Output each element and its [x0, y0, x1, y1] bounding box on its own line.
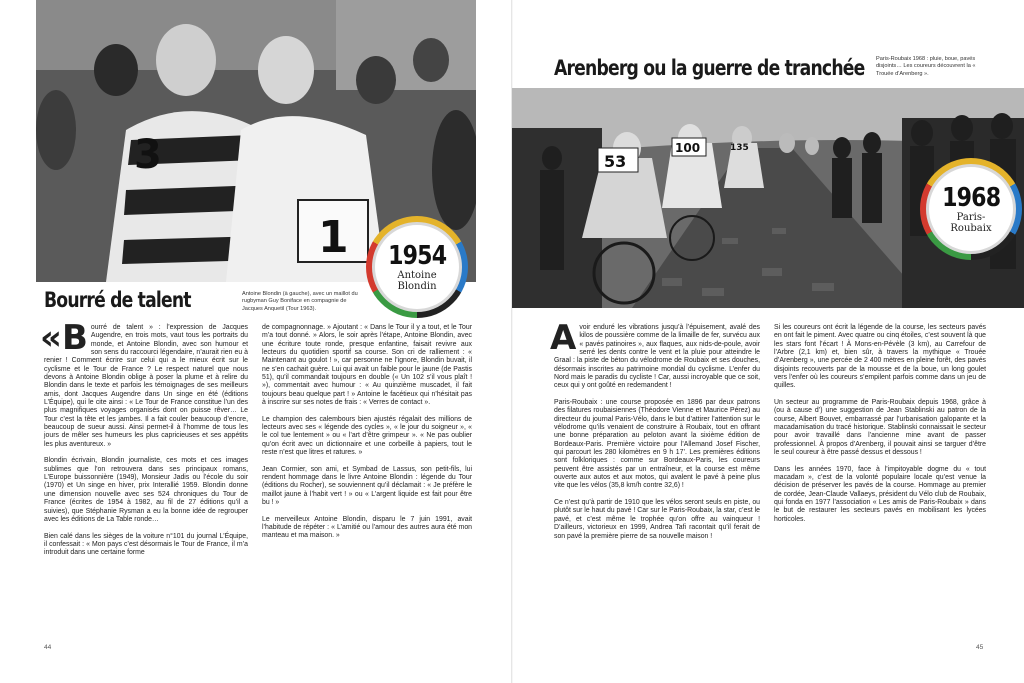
svg-text:3: 3 — [134, 132, 162, 178]
rider-number: 100 — [675, 141, 701, 155]
paragraph: Jean Cormier, son ami, et Symbad de Lassus, son petit-fils, lui rendent hommage dans le livre Antoine Blondin : légende du Tour (éditions du Rocher), se souviennent qu’il déclamait : « Je préfère le maillot jaune à l’habit vert ! » ou « L’argent liquide est fait pour être bu ! » — [262, 465, 472, 507]
badge-year: 1954 — [387, 241, 447, 271]
year-badge-1954 — [366, 216, 468, 318]
article-title-right: Arenberg ou la guerre de tranchée — [554, 56, 865, 80]
paragraph: ourré de talent » : l’expression de Jacques Augendre, en trois mots, vaut tous les portraits du monde, et Antoine Blondin, avec son humour et son sens du raccourci légendaire, n’aurait rien eu à renier ! Comment écrire sur celui qui a le mieux écrit sur le cyclisme et le Tour de France ? Le respect naturel que nous devons à Antoine Blondin oblige à poser la plume et à relire du Blondin dans le texte et parfois les témoignages de ses meilleurs amis, dont Jacques Augendre dans Un singe en été (éditions L’Équipe), qui le cite ainsi : « Le Tour de France constitue l’un des plus magnifiques voyages organisés dont on puisse rêver… Le Tour c’est la tête et les jambes. Il a fait couler beaucoup d’encre, beaucoup de sueur aussi. Ainsi permet-il à l’homme de tous les jours de mêler ses humeurs les plus capricieuses et ses appétits les plus aventureux. » — [44, 324, 248, 448]
paragraph: Le merveilleux Antoine Blondin, disparu le 7 juin 1991, avait l’habitude de répéter : « L’amitié ou l’amour des autres aura été mon manteau et ma maison. » — [262, 515, 472, 540]
paragraph: de compagnonnage. » Ajoutant : « Dans le Tour il y a tout, et le Tour m’a tout donné. » Alors, le soir après l’étape, Antoine Blondin, avec une écriture toute ronde, presque enfantine, faisait revivre aux lecteurs du quotidien sportif sa course. Son cri de ralliement : « Maintenant au goulot ! », car personne ne l’ignore, Blondin buvait, il ne s’en cachait guère. Lui qui avait un faible pour le jaune (de Pastis 51), qu’il commandait toujours en double (« Un 102 s’il vous plaît ! »), commentait avec humour : « Au quinzième muscadet, il fait toujours beau quelque part ! » Antoine le facétieux qui n’hésitait pas à inscrire sur ses notes de frais : « Verres de contact ». — [262, 324, 472, 407]
right-column-2 — [774, 324, 986, 532]
badge-inner — [926, 164, 1016, 254]
photo-caption-left: Antoine Blondin (à gauche), avec un maillot du rugbyman Guy Boniface en compagnie de Jacques Anquetil (Tour 1963). — [242, 291, 358, 312]
left-column-1 — [40, 318, 248, 566]
left-column-2 — [262, 324, 472, 549]
badge-name-line1: Antoine — [397, 270, 437, 281]
paragraph: Bien calé dans les sièges de la voiture n°101 du journal L’Équipe, il confessait : « Mon pays c’est désormais le Tour de France, il m’a introduit dans une certaine forme — [44, 532, 248, 557]
badge-name-line2: Roubaix — [950, 223, 992, 234]
paragraph: Si les coureurs ont écrit la légende de la course, les secteurs pavés en ont fait le piment. Avec quatre ou cinq étoiles, c’est souvent là que les stars font l’écart ! À Mons-en-Pévèle (3 km), au Carrefour de l’Arbre (2,1 km) et, bien sûr, à travers la mythique « Trouée d’Arenberg », une percée de 2 400 mètres en pleine forêt, des pavés disjoints recouverts par de la mousse et de la boue, un long goulet vers l’enfer où les coureurs s’empilent parfois comme dans un jeu de quilles. — [774, 324, 986, 390]
badge-inner — [372, 222, 462, 312]
paragraph: Paris-Roubaix : une course proposée en 1896 par deux patrons des filatures roubaisiennes (Théodore Vienne et Maurice Pérez) au directeur du journal Paris-Vélo, dans le but d’attirer l’attention sur le vélodrome qu’ils venaient de construire à Roubaix, tout en offrant une bonne préparation au peloton avant la sixième édition de Bordeaux-Paris. Première victoire pour l’Allemand Josef Fischer, qui parcourt les 280 kilomètres en 9 h 17’. Les premières éditions sont folkloriques : comme sur Bordeaux-Paris, les coureurs peuvent être assistés par un entraîneur, et la course est même ouverte aux autos et aux motos, qui avalent le pavé à peine plus vite que les vélos (35,8 km/h contre 32,6) ! — [554, 399, 760, 490]
badge-name-line1: Paris- — [956, 212, 986, 223]
paragraph: Ce n’est qu’à partir de 1910 que les vélos seront seuls en piste, ou plutôt sur le haut du pavé ! Car sur le Paris-Roubaix, la star, c’est le pavé, et c’est même le trophée qu’on offre au vainqueur ! D’ailleurs, victorieux en 1999, Andrea Tafi racontait qu’il ferait de son pavé la première pierre de sa nouvelle maison ! — [554, 499, 760, 540]
paragraph: Le champion des calembours bien ajustés régalait des millions de lecteurs avec ses « légende des cycles », « le jour du soigneur », « le col tue lentement » ou « l’art d’être grimpeur ». « Ne pas oublier qu’on écrit avec un dictionnaire et une corbeille à papiers, tout le reste n’est que litres et ratures. » — [262, 415, 472, 457]
paragraph: Blondin écrivain, Blondin journaliste, ces mots et ces images sublimes que l’on retrouvera dans ses principaux romans, L’Europe buissonnière (1949), Monsieur Jadis ou l’école du soir (1970) et Un singe en hiver, prix Interallié 1959. Blondin donne une dimension nouvelle avec ses 524 chroniques du Tour de France (écrites de 1954 à 1982, au fil de 27 éditions qu’il a suivies), que Stéphanie Rysman a eu la bonne idée de regrouper avec les éditions de La Table ronde… — [44, 457, 248, 523]
badge-year: 1968 — [941, 183, 1001, 213]
paragraph: voir enduré les vibrations jusqu’à l’épuisement, avalé des kilos de poussière comme de la limaille de fer, survécu aux « pavés patinoires », aux flaques, aux nids-de-poule, avoir serré les dents contre le vent et la pluie pour atteindre le Graal : la piste de béton du vélodrome de Roubaix et ses douches, désormais inscrites au patrimoine mondial du cyclisme. L’enfer du Nord mais le paradis du cycliste ! Car, aussi incroyable que ce soit, ceux qui y ont goûté en redemandent ! — [554, 324, 760, 390]
rider-number: 135 — [730, 143, 749, 153]
photo-caption-right: Paris-Roubaix 1968 : pluie, boue, pavés disjoints… Les coureurs découvrent la « Trouée d’Arenberg ». — [876, 56, 976, 77]
rider-number: 53 — [604, 152, 627, 171]
dropcap-left: «B — [40, 318, 88, 358]
paragraph: Dans les années 1970, face à l’impitoyable dogme du « tout macadam », c’est de la volonté populaire locale qu’est venue la décision de préserver les pavés de la course. Hommage au premier de cordée, Jean-Claude Vallaeys, président du Vélo club de Roubaix, qui fonda en 1977 l’association « Les amis de Paris-Roubaix » dans le but de restaurer les secteurs pavés en mobilisant les lycées horticoles. — [774, 465, 986, 523]
right-column-1 — [550, 318, 760, 549]
page-number-left: 44 — [44, 644, 52, 651]
svg-text:1: 1 — [318, 212, 349, 263]
year-badge-1968 — [920, 158, 1022, 260]
dropcap-right: A — [550, 318, 577, 358]
paragraph: Un secteur au programme de Paris-Roubaix depuis 1968, grâce à (ou à cause d’) une suggestion de Jean Stablinski au patron de la course, Albert Bouvet, embarrassé par l’urbanisation galopante et la macadamisation du tracé historique. Stablinski connaissait le secteur pour avoir travaillé dans l’ancienne mine avant de passer professionnel. À propos d’Arenberg, il pouvait ainsi se targuer d’être le seul coureur à être passé dessus et dessous ! — [774, 399, 986, 457]
article-title-left: Bourré de talent — [44, 288, 191, 312]
badge-name-line2: Blondin — [397, 281, 437, 292]
page-number-right: 45 — [976, 644, 984, 651]
